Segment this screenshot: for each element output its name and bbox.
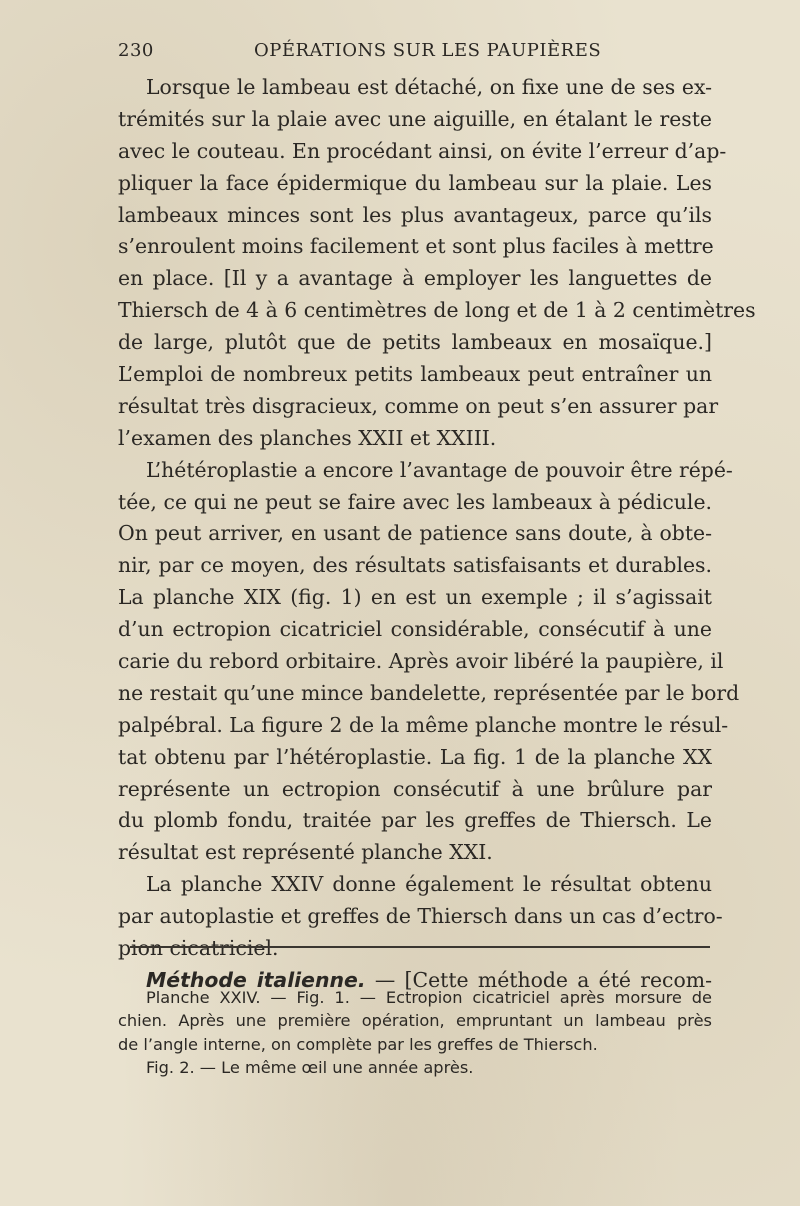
text-line: lambeaux minces sont les plus avantageux, parce qu’ils [118, 202, 712, 227]
text-line: tée, ce qui ne peut se faire avec les lambeaux à pédicule. [118, 489, 712, 514]
text-line: La planche XXIV donne également le résultat obtenu [146, 872, 712, 897]
text-line: carie du rebord orbitaire. Après avoir libéré la paupière, il [118, 649, 724, 674]
text-line: de large, plutôt que de petits lambeaux en mosaïque.] [118, 330, 712, 355]
body-text [118, 72, 756, 997]
text-line: La planche XIX (fig. 1) en est un exemple ; il s’agissait [118, 585, 712, 610]
text-line: Lorsque le lambeau est détaché, on fixe une de ses ex- [146, 75, 712, 99]
caption-line: Fig. 2. — Le même œil une année après. [146, 1057, 474, 1077]
text-line: trémités sur la plaie avec une aiguille, en étalant le reste [118, 106, 712, 131]
text-line: résultat très disgracieux, comme on peut s’en assurer par [118, 393, 719, 418]
text-line: du plomb fondu, traitée par les greffes de Thiersch. Le [118, 808, 712, 833]
text-line: pliquer la face épidermique du lambeau sur la plaie. Les [118, 170, 712, 195]
text-line: Thiersch de 4 à 6 centimètres de long et de 1 à 2 centimètres [118, 298, 756, 323]
text-line: palpébral. La figure 2 de la même planche montre le résul- [118, 712, 729, 737]
text-line: pion cicatriciel. [118, 936, 279, 961]
caption-divider [130, 946, 710, 948]
page-number: 230 [118, 40, 154, 61]
caption-line: Planche XXIV. — Fig. 1. — Ectropion cicatriciel après morsure de [146, 988, 712, 1007]
section-heading: Méthode italienne. [146, 967, 366, 992]
text-line: On peut arriver, en usant de patience sans doute, à obte- [118, 521, 712, 546]
text-line: représente un ectropion consécutif à une brûlure par [118, 776, 712, 801]
text-line: par autoplastie et greffes de Thiersch dans un cas d’ectro- [118, 904, 723, 929]
text-line: s’enroulent moins facilement et sont plus faciles à mettre [118, 234, 714, 259]
caption-line: chien. Après une première opération, empruntant un lambeau près [118, 1011, 712, 1031]
plate-caption [118, 986, 712, 1079]
text-line: d’un ectropion cicatriciel considérable, consécutif à une [118, 617, 712, 642]
text-line: résultat est représenté planche XXI. [118, 840, 493, 865]
text-line: ne restait qu’une mince bandelette, représentée par le bord [118, 680, 740, 705]
text-line: L’hétéroplastie a encore l’avantage de pouvoir être répé- [146, 457, 733, 482]
heading-continuation: — [Cette méthode a été recom- [365, 967, 712, 992]
text-line: tat obtenu par l’hétéroplastie. La fig. 1 de la planche XX [118, 744, 712, 769]
text-line: en place. [Il y a avantage à employer les languettes de [118, 266, 712, 291]
text-line: nir, par ce moyen, des résultats satisfaisants et durables. [118, 553, 712, 578]
text-line: L’emploi de nombreux petits lambeaux peut entraîner un [118, 362, 712, 387]
text-line: l’examen des planches XXII et XXIII. [118, 425, 497, 450]
running-title: OPÉRATIONS SUR LES PAUPIÈRES [254, 40, 602, 61]
running-head [118, 40, 718, 66]
caption-line: de l’angle interne, on complète par les greffes de Thiersch. [118, 1034, 598, 1054]
text-line: avec le couteau. En procédant ainsi, on évite l’erreur d’ap- [118, 138, 727, 163]
